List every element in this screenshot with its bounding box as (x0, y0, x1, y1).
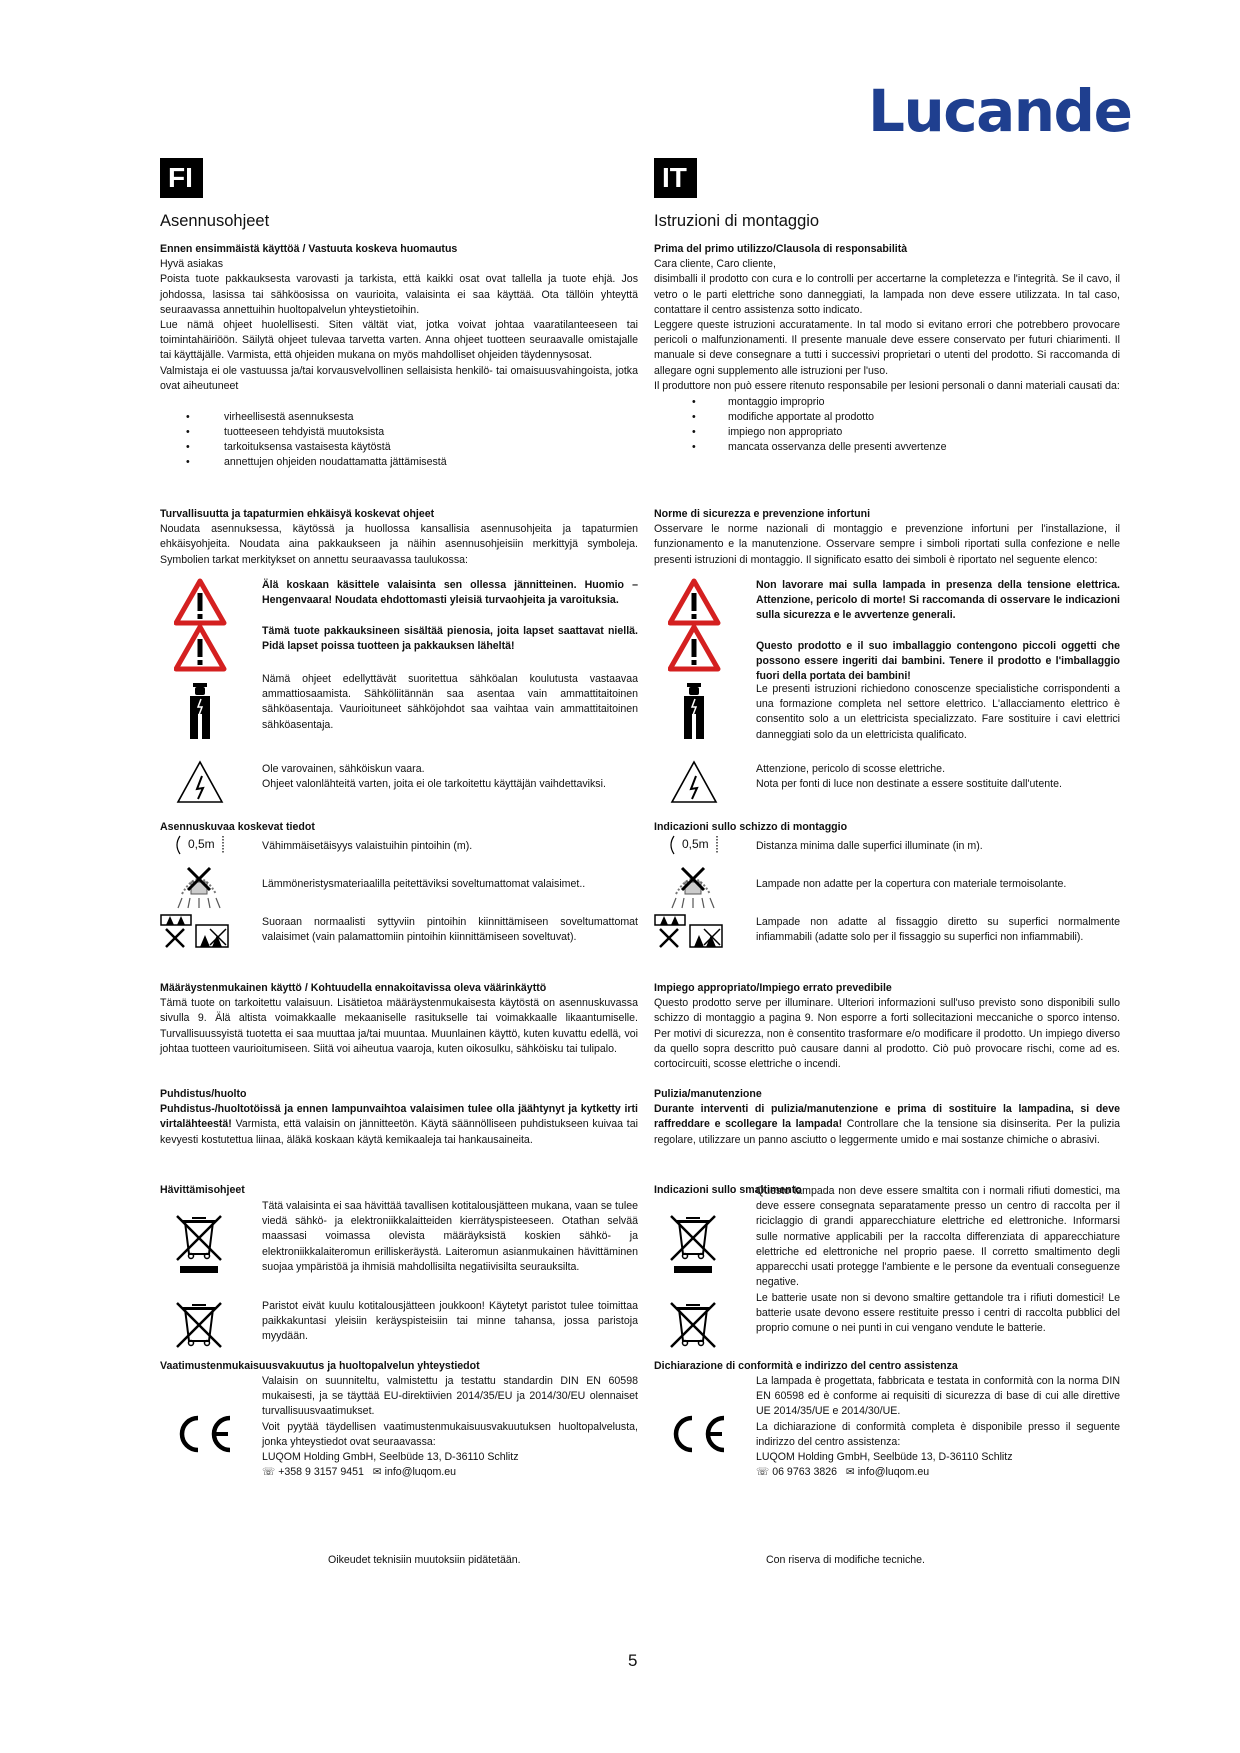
list-item: • impiego non appropriato (728, 425, 1120, 440)
greeting-it: Cara cliente, Caro cliente, (654, 258, 776, 271)
heading-conformity-fi: Vaatimustenmukaisuusvakuutus ja huoltopalvelun yhteystiedot (160, 1360, 480, 1372)
conformity-text-fi: Valaisin on suunniteltu, valmistettu ja testattu standardin DIN EN 60598 mukaisesti, ja se täyttää EU-direktiivien 2014/35/EU ja 2014/30/EU olennaiset turvallisuusvaatimukset. (262, 1375, 638, 1418)
address-it: LUQOM Holding GmbH, Seelbüde 13, D-36110 Schlitz (756, 1451, 1013, 1463)
flammable-surface-icon (654, 911, 726, 951)
battery-bin-icon (174, 1301, 224, 1351)
phone-it: 06 9763 3826 (772, 1466, 838, 1478)
footer-note-it: Con riserva di modifiche tecniche. (766, 1554, 925, 1566)
electrician-note-fi: Nämä ohjeet edellyttävät suoritettua sähköalan koulutusta vastaavaa ammattiosaamista. Sähköliitännän saa asentaa vain ammattitaitoinen sähköasentaja. Vaurioituneet sähköjohdot saa vaihtaa vain ammattitaitoinen sähköasentaja. (262, 673, 638, 731)
surface-text-fi: Suoraan normaalisti syttyviin pintoihin kiinnittämiseen soveltumattomat valaisimet (vain palamattomiin pintoihin kiinnittämiseen soveltuvat). (262, 916, 638, 944)
warning-triangle-icon (174, 624, 228, 672)
list-item: • annettujen ohjeiden noudattamatta jättämisestä (224, 455, 638, 470)
ce-mark-icon (174, 1414, 234, 1454)
language-badge-fi: FI (160, 158, 203, 198)
disposal-text-it: Questo lampada non deve essere smaltita con i normali rifiuti domestici, ma deve essere consegnata separatamente presso un centro di raccolta per il riciclaggio di grandi apparecchiature elettriche ed elettroniche. Informarsi sulle normative applicabili per la raccolta differenziata di apparecchiature elettriche ed elettroniche nel proprio paese. Il corretto smaltimento degli apparecchi usati protegge l'ambiente e le persone da eventuali conseguenze negative. (756, 1185, 1120, 1289)
paragraph-cleaning-it: Durante interventi di pulizia/manutenzione e prima di sostituire la lampadina, si deve raffreddare e scollegare la lampada! Controllare che la tensione sia disinserita. Per la pulizia regolare, utilizzare un panno asciutto o leggermente umido e mai sostanze chimiche o abrasivi. (654, 1103, 1120, 1146)
conformity-text-it: La lampada è progettata, fabbricata e testata in conformità con la norma DIN EN 60598 ed è conforme ai requisiti di sicurezza di base di cui alle direttive UE 2014/35/UE e 2014/30/UE. (756, 1375, 1120, 1418)
list-item: • modifiche apportate al prodotto (728, 410, 1120, 425)
paragraph-read-it: Leggere queste istruzioni accuratamente. In tal modo si evitano errori che potrebbero provocare pericoli o malfunzionamenti. Il presente manuale deve essere conservato per futuri chiarimenti. Il manuale si deve consegnare a tutti i successivi proprietari o utenti del prodotto. Si raccomanda di allegare ogni supplemento alle istruzioni per l'uso. (654, 319, 1120, 377)
weee-bar-icon (180, 1266, 218, 1273)
battery-disposal-it: Le batterie usate non si devono smaltire gettandole tra i rifiuti domestici! Le batterie usate devono essere restituite presso i centri di raccolta pubblici del proprio comune o nei punti in cui vengano vendute le batterie. (756, 1292, 1120, 1335)
electric-shock-icon (670, 760, 720, 805)
list-item: • montaggio improprio (728, 395, 1120, 410)
min-distance-text-it: Distanza minima dalle superfici illuminate (in m). (756, 840, 983, 852)
heading-safety-it: Norme di sicurezza e prevenzione infortuni (654, 508, 871, 520)
email-it: info@luqom.eu (857, 1466, 930, 1478)
liability-list-it (654, 395, 1120, 455)
paragraph-cleaning-fi: Puhdistus-/huoltotöissä ja ennen lampunvaihtoa valaisimen tulee olla jäähtynyt ja kytketty irti virtalähteestä! Varmista, että valaisin on jännitteetön. Käytä säännölliseen puhdistukseen kuivaa tai kevyesti kostutettua liinaa, äläkä koskaan käytä kemikaaleja tai hankausaineita. (160, 1103, 638, 1146)
no-insulation-icon (668, 864, 720, 910)
list-item: • virheellisestä asennuksesta (224, 410, 638, 425)
paragraph-safety-fi: Noudata asennuksessa, käytössä ja huollossa kansallisia asennusohjeita ja tapaturmien ehkäisyohjeita. Noudata aina pakkaukseen ja näihin asennusohjeisiin merkittyjä symboleja. Symbolien tarkat merkitykset on annettu seuraavassa taulukossa: (160, 523, 638, 566)
paragraph-liability-fi: Valmistaja ei ole vastuussa ja/tai korvausvelvollinen sellaisista henkilö- tai omaisuusvahingoista, jotka ovat aiheutuneet (160, 364, 638, 392)
no-insulation-icon (174, 864, 226, 910)
warning-live-fi: Älä koskaan käsittele valaisinta sen ollessa jännitteinen. Huomio – Hengenvaara! Noudata ehdottomasti yleisiä turvaohjeita ja varoituksia. (262, 579, 638, 607)
heading-cleaning-it: Pulizia/manutenzione (654, 1088, 762, 1100)
heading-conformity-it: Dichiarazione di conformità e indirizzo del centro assistenza (654, 1360, 958, 1372)
electrician-note-it: Le presenti istruzioni richiedono conoscenze specialistiche corrispondenti a una formazione completa nel settore elettrico. L'allacciamento elettrico è consentito solo a un elettricista specializzato. Fare sostituire i cavi elettrici danneggiati solo da un elettricista qualificato. (756, 683, 1120, 741)
paragraph-liability-it: Il produttore non può essere ritenuto responsabile per lesioni personali o danni materiali causati da: (654, 379, 1120, 392)
light-source-note-it: Nota per fonti di luce non destinate a essere sostituite dall'utente. (756, 778, 1062, 790)
min-distance-icon: 0,5m (174, 834, 228, 856)
paragraph-unpack-fi: Poista tuote pakkauksesta varovasti ja tarkista, että kaikki osat ovat tallella ja tuote ehjä. Jos johdossa, lasissa tai sähköosissa on vaurioita, valaisinta ei saa käyttää. Ota tällöin yhteyttä seuraavassa annettuihin huoltopalvelun yhteystietoihin. (160, 273, 638, 316)
title-it: Istruzioni di montaggio (654, 212, 820, 230)
column-it (654, 158, 1120, 1478)
electrician-icon (184, 683, 216, 741)
heading-first-use-fi: Ennen ensimmäistä käyttöä / Vastuuta koskeva huomautus (160, 243, 458, 255)
warning-small-parts-fi: Tämä tuote pakkauksineen sisältää pienosia, joita lapset saattavat niellä. Pidä lapset poissa tuotteen ja pakkauksen läheltä! (262, 625, 638, 653)
paragraph-intended-use-it: Questo prodotto serve per illuminare. Ulteriori informazioni sull'uso previsto sono disponibili sullo schizzo di montaggio a pagina 9. Non esporre a forti sollecitazioni meccaniche o sporco intenso. Per motivi di sicurezza, non è consentito trasformare e/o modificare il prodotto. Un impiego diverso da quello sopra descritto può causare danni al prodotto. Ciò può provocare rischi, come ad es. cortocircuiti, scosse elettriche o incendi. (654, 997, 1120, 1071)
liability-list-fi (160, 410, 638, 470)
electric-shock-icon (176, 760, 226, 805)
title-fi: Asennusohjeet (160, 212, 270, 230)
mail-icon: ✉ (372, 1466, 382, 1478)
phone-icon: ☏ (756, 1466, 770, 1478)
phone-icon: ☏ (262, 1466, 276, 1478)
electrician-icon (678, 683, 710, 741)
light-source-note-fi: Ohjeet valonlähteitä varten, joita ei ole tarkoitettu käyttäjän vaihdettaviksi. (262, 778, 606, 790)
heading-safety-fi: Turvallisuutta ja tapaturmien ehkäisyä koskevat ohjeet (160, 508, 435, 520)
page-number: 5 (628, 1651, 638, 1670)
weee-bar-icon (674, 1266, 712, 1273)
warning-small-parts-it: Questo prodotto e il suo imballaggio contengono piccoli oggetti che possono essere ingeriti dai bambini. Tenere il prodotto e l'imballaggio fuori della portata dei bambini! (756, 640, 1120, 683)
heading-sketch-it: Indicazioni sullo schizzo di montaggio (654, 821, 848, 833)
insulation-text-it: Lampade non adatte per la copertura con materiale termoisolante. (756, 878, 1067, 890)
heading-disposal-it: Indicazioni sullo smaltimento (654, 1184, 802, 1196)
flammable-surface-icon (160, 911, 232, 951)
phone-fi: +358 9 3157 9451 (278, 1466, 364, 1478)
conformity-request-fi: Voit pyytää täydellisen vaatimustenmukaisuusvakuutuksen huoltopalvelusta, jonka yhteystiedot ovat seuraavassa: (262, 1421, 638, 1449)
footer-note-fi: Oikeudet teknisiin muutoksiin pidätetään. (328, 1554, 521, 1566)
heading-disposal-fi: Hävittämisohjeet (160, 1184, 245, 1196)
insulation-text-fi: Lämmöneristysmateriaalilla peitettäviksi soveltumattomat valaisimet.. (262, 878, 586, 890)
greeting-fi: Hyvä asiakas (160, 258, 223, 271)
min-distance-text-fi: Vähimmäisetäisyys valaistuihin pintoihin (m). (262, 840, 473, 852)
heading-cleaning-fi: Puhdistus/huolto (160, 1088, 247, 1100)
shock-warning-it: Attenzione, pericolo di scosse elettriche. (756, 763, 946, 775)
mail-icon: ✉ (845, 1466, 855, 1478)
warning-triangle-icon (668, 624, 722, 672)
battery-disposal-fi: Paristot eivät kuulu kotitalousjätteen joukkoon! Käytetyt paristot tulee toimittaa paikkakuntasi yleisiin keräyspisteisiin tai minne tahansa, jossa paristoja myydään. (262, 1300, 638, 1343)
ce-mark-icon (668, 1414, 728, 1454)
paragraph-read-fi: Lue nämä ohjeet huolellisesti. Siten vältät viat, jotka voivat johtaa vaaratilanteeseen tai toimintahäiriöön. Säilytä ohjeet tulevaa tarvetta varten. Anna ohjeet tuotteen seuraavalle omistajalle tai käyttäjälle. Varmista, että ohjeiden mukana on myös mahdolliset ohjeiden täydennysosat. (160, 319, 638, 362)
list-item: • tuotteeseen tehdyistä muutoksista (224, 425, 638, 440)
paragraph-unpack-it: disimballi il prodotto con cura e lo controlli per accertarne la completezza e l'integrità. Se il cavo, il vetro o le parti elettriche sono danneggiati, la lampada non deve essere utilizzata. In tal caso, contattare il centro assistenza sotto indicato. (654, 273, 1120, 316)
weee-bin-icon (668, 1214, 718, 1264)
contact-fi (262, 1465, 638, 1480)
battery-bin-icon (668, 1301, 718, 1351)
warning-triangle-icon (174, 578, 228, 626)
warning-live-it: Non lavorare mai sulla lampada in presenza della tensione elettrica. Attenzione, pericolo di morte! Si raccomanda di osservare le indicazioni sulla sicurezza e le avvertenze generali. (756, 579, 1120, 622)
language-badge-it: IT (654, 158, 697, 198)
heading-intended-use-it: Impiego appropriato/Impiego errato prevedibile (654, 982, 892, 994)
paragraph-safety-it: Osservare le norme nazionali di montaggio e prevenzione infortuni per l'installazione, il funzionamento e la manutenzione. Osservare sempre i simboli riportati sulla confezione e nelle presenti istruzioni di montaggio. Il significato esatto dei simboli è riportato nel seguente elenco: (654, 523, 1120, 566)
list-item: • tarkoituksensa vastaisesta käytöstä (224, 440, 638, 455)
conformity-request-it: La dichiarazione di conformità completa è disponibile presso il seguente indirizzo del centro assistenza: (756, 1421, 1120, 1449)
heading-sketch-fi: Asennuskuvaa koskevat tiedot (160, 821, 315, 833)
brand-logo: Lucande (868, 77, 1132, 145)
column-fi (160, 158, 638, 1478)
address-fi: LUQOM Holding GmbH, Seelbüde 13, D-36110 Schlitz (262, 1451, 519, 1463)
min-distance-icon: 0,5m (668, 834, 722, 856)
contact-it (756, 1465, 1120, 1480)
heading-intended-use-fi: Määräystenmukainen käyttö / Kohtuudella ennakoitavissa oleva väärinkäyttö (160, 982, 547, 994)
shock-warning-fi: Ole varovainen, sähköiskun vaara. (262, 763, 425, 775)
list-item: • mancata osservanza delle presenti avvertenze (728, 440, 1120, 455)
surface-text-it: Lampade non adatte al fissaggio diretto su superfici normalmente infiammabili (adatte solo per il fissaggio su superfici non infiammabili). (756, 916, 1120, 944)
email-fi: info@luqom.eu (384, 1466, 457, 1478)
weee-bin-icon (174, 1214, 224, 1264)
warning-triangle-icon (668, 578, 722, 626)
heading-first-use-it: Prima del primo utilizzo/Clausola di responsabilità (654, 243, 908, 255)
paragraph-intended-use-fi: Tämä tuote on tarkoitettu valaisuun. Lisätietoa määräystenmukaisesta käytöstä on asennuskuvassa sivulla 9. Älä altista voimakkaalle mekaaniselle rasitukselle tai voimakkaalle likaantumiselle. Turvallisuussyistä tuotetta ei saa muuttaa ja/tai muuntaa. Muunlainen käyttö, kuten kuvattu edellä, voi johtaa tuotteen vaurioitumiseen. Siitä voi aiheutua vaaroja, kuten oikosulku, sähköisku tai tulipalo. (160, 997, 638, 1055)
disposal-text-fi: Tätä valaisinta ei saa hävittää tavallisen kotitalousjätteen mukana, vaan se tulee viedä sähkö- ja elektroniikkalaitteiden kierrätyspisteeseen. Otathan selvää maassasi voimassa olevista määräyksistä koskien sähkö- ja elektroniikkalaiteromun erilliskeräystä. Laiteromun asianmukainen hävittäminen suojaa ympäristöä ja ihmisiä mahdollisilta negatiivisilta seurauksilta. (262, 1200, 638, 1273)
